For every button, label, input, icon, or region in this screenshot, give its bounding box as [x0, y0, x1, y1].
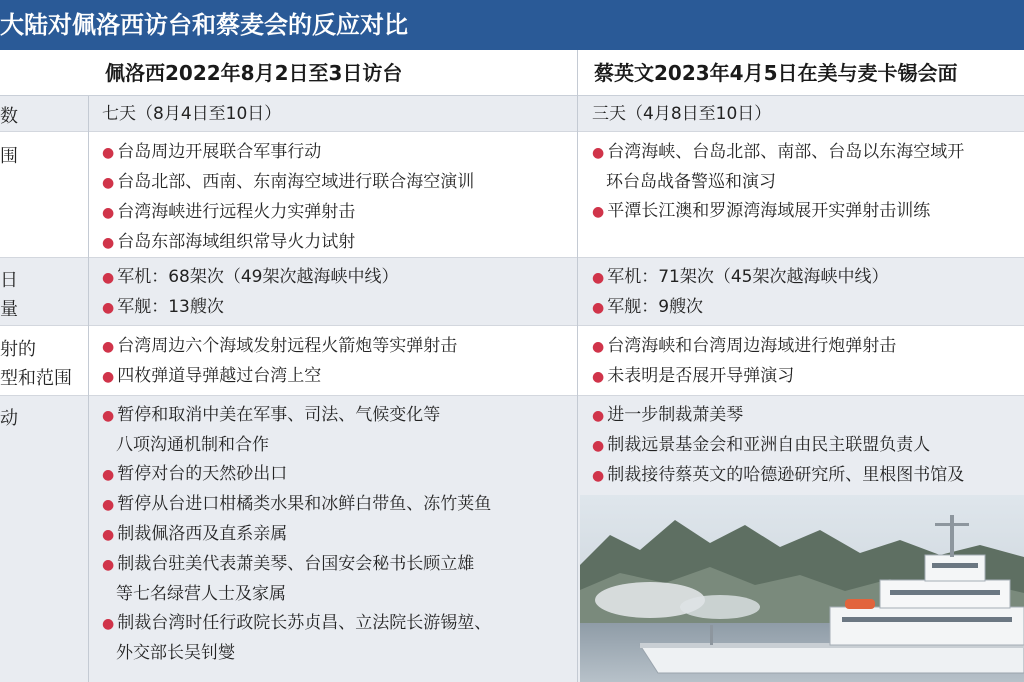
ship-photo-illustration: [580, 495, 1024, 682]
row-label-daily: 日 量: [0, 270, 18, 320]
list-item: ● 军舰：13艘次: [102, 297, 224, 317]
row-label-days: 数: [0, 106, 18, 127]
list-item: ● 军舰：9艘次: [592, 297, 704, 317]
list-item: ● 军机：68架次（49架次越海峡中线）: [102, 267, 399, 287]
list-item: ● 制裁远景基金会和亚洲自由民主联盟负责人: [592, 435, 931, 455]
list-item-continued: 环台岛战备警巡和演习: [606, 172, 776, 192]
row-label-firing: 射的 型和范围: [0, 339, 72, 389]
list-item: ● 台湾海峡、台岛北部、南部、台岛以东海空域开: [592, 142, 965, 162]
cell-daily-right: [592, 258, 1024, 323]
list-item-continued: 等七名绿营人士及家属: [116, 584, 286, 604]
column-divider-label: [88, 96, 89, 682]
list-item: ● 进一步制裁萧美琴: [592, 405, 744, 425]
list-item: ● 未表明是否展开导弹演习: [592, 366, 795, 386]
table-row-days: [0, 96, 1024, 132]
list-item: ● 四枚弹道导弹越过台湾上空: [102, 366, 322, 386]
cell-daily-left: [102, 258, 572, 323]
list-item: ● 制裁台驻美代表萧美琴、台国安会秘书长顾立雄: [102, 554, 475, 574]
page-title: 大陆对佩洛西访台和蔡麦会的反应对比: [0, 0, 1024, 50]
cell-days-left: 七天（8月4日至10日）: [102, 104, 282, 124]
row-label-scope: 围: [0, 146, 18, 167]
list-item: ● 台湾周边六个海域发射远程火箭炮等实弹射击: [102, 336, 458, 356]
list-item: ● 台岛东部海域组织常导火力试射: [102, 232, 356, 252]
list-item: ● 台岛北部、西南、东南海空域进行联合海空演训: [102, 172, 475, 192]
ship-photo: [580, 495, 1024, 682]
row-label-actions: 动: [0, 408, 18, 429]
cell-scope-left: [102, 132, 572, 258]
table-row-scope: [0, 132, 1024, 258]
list-item: ● 台湾海峡进行远程火力实弹射击: [102, 202, 356, 222]
cell-firing-right: [592, 326, 1024, 392]
list-item-continued: 八项沟通机制和合作: [116, 435, 269, 455]
column-header-left: 佩洛西2022年8月2日至3日访台: [105, 61, 403, 85]
list-item: ● 台岛周边开展联合军事行动: [102, 142, 322, 162]
table-row-daily: [0, 258, 1024, 326]
list-item: ● 军机：71架次（45架次越海峡中线）: [592, 267, 889, 287]
list-item: ● 制裁接待蔡英文的哈德逊研究所、里根图书馆及: [592, 465, 965, 485]
list-item: ● 平潭长江澳和罗源湾海域展开实弹射击训练: [592, 201, 931, 221]
cell-scope-right: [592, 132, 1024, 227]
list-item: ● 制裁佩洛西及直系亲属: [102, 524, 288, 544]
column-header-right: 蔡英文2023年4月5日在美与麦卡锡会面: [594, 61, 958, 85]
cell-actions-right: [592, 396, 1024, 491]
table-row-firing: [0, 326, 1024, 396]
list-item: ● 暂停对台的天然砂出口: [102, 464, 288, 484]
cell-firing-left: [102, 326, 572, 392]
list-item-continued: 外交部长吴钊燮: [116, 643, 235, 663]
list-item: ● 台湾海峡和台湾周边海域进行炮弹射击: [592, 336, 897, 356]
list-item: ● 暂停和取消中美在军事、司法、气候变化等: [102, 405, 441, 425]
cell-days-right: 三天（4月8日至10日）: [592, 104, 772, 124]
column-header-row: [0, 50, 1024, 96]
column-divider-middle: [577, 50, 578, 682]
list-item: ● 制裁台湾时任行政院长苏贞昌、立法院长游锡堃、: [102, 613, 492, 633]
cell-actions-left: [102, 396, 574, 668]
list-item: ● 暂停从台进口柑橘类水果和冰鲜白带鱼、冻竹荚鱼: [102, 494, 492, 514]
